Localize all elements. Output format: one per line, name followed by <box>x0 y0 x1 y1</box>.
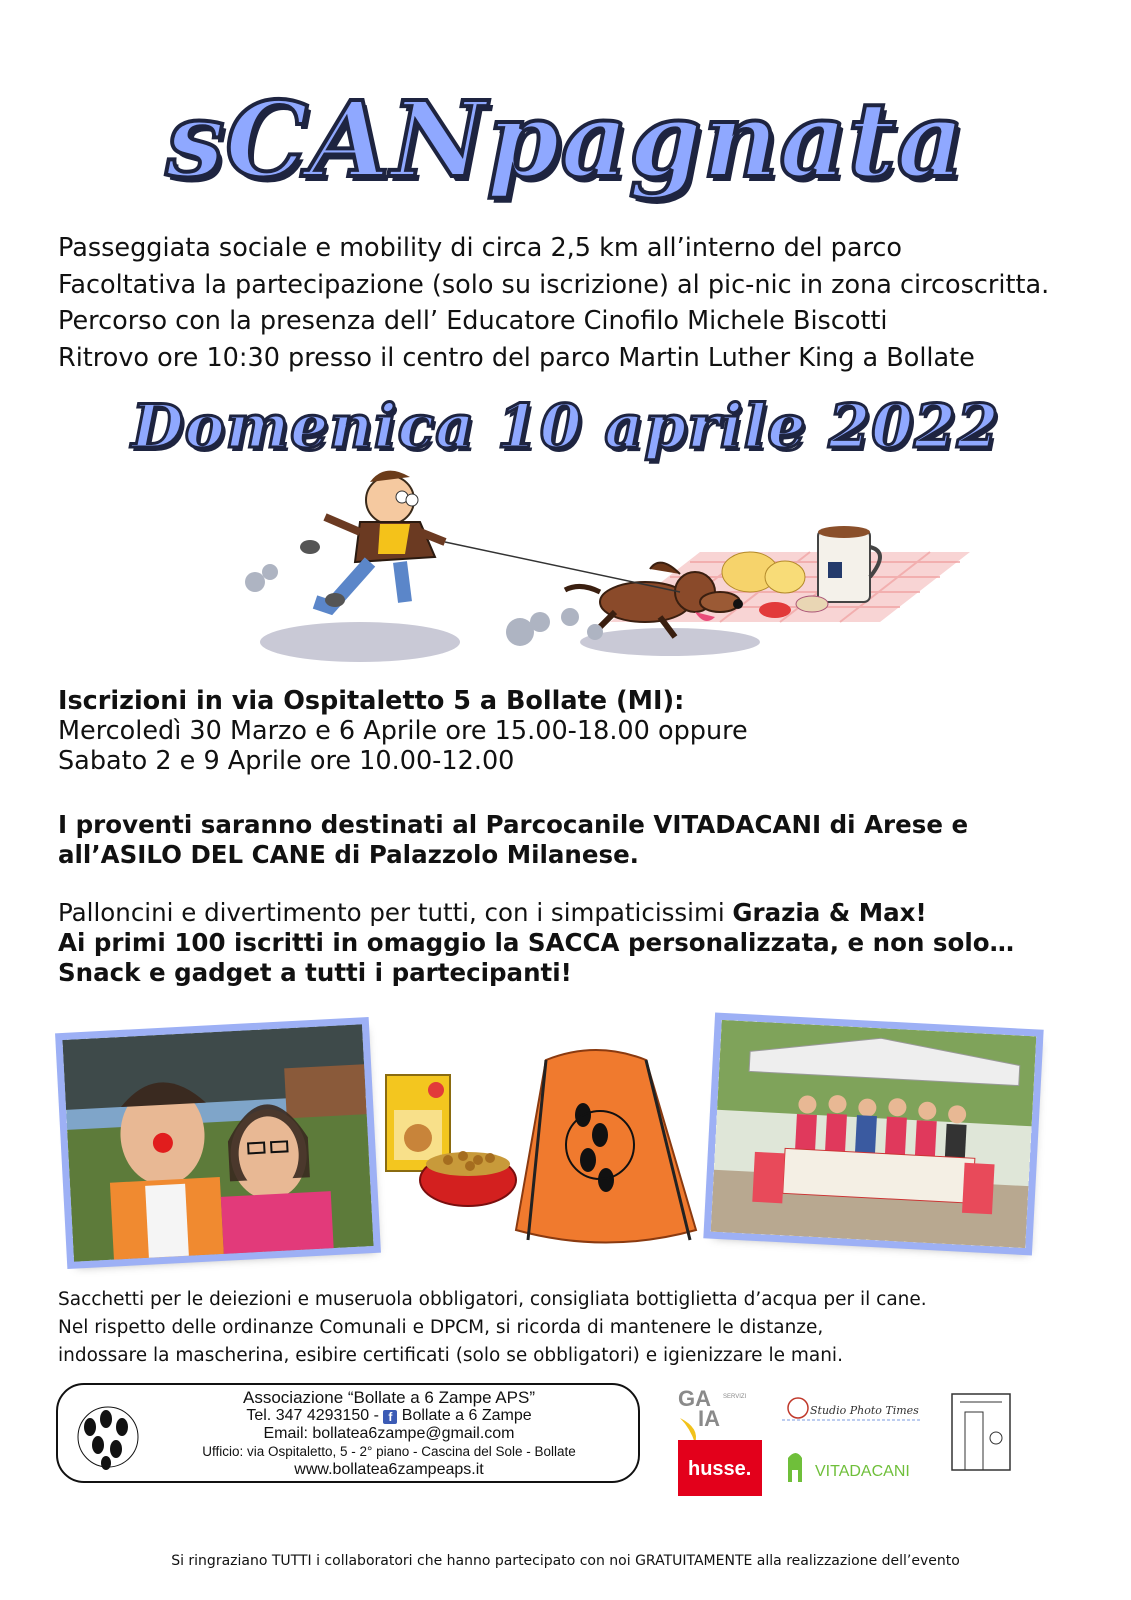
office-address: Ufficio: via Ospitaletto, 5 - 2° piano - Cascina del Sole - Bollate <box>202 1444 576 1459</box>
studio-photo-times-logo <box>782 1398 922 1420</box>
svg-text:husse.: husse. <box>688 1458 752 1480</box>
fun-line-1 <box>58 898 1118 928</box>
facebook-icon: f <box>383 1410 397 1424</box>
phone-facebook-line <box>154 1407 624 1425</box>
footer-thanks: Si ringraziano TUTTI i collaboratori che hanno partecipato con noi GRATUITAMENTE alla realizzazione dell’evento <box>171 1553 960 1569</box>
association-name: Associazione “Bollate a 6 Zampe APS” <box>243 1388 535 1407</box>
sponsor-logos <box>660 1378 1060 1508</box>
svg-text:Studio Photo Times: Studio Photo Times <box>810 1404 919 1417</box>
man-walking-dog-illustration <box>240 462 970 672</box>
fun-text: Palloncini e divertimento per tutti, con i simpaticissimi <box>58 898 733 927</box>
proceeds-line: all’ASILO DEL CANE di Palazzolo Milanese. <box>58 840 639 869</box>
registration-line: Sabato 2 e 9 Aprile ore 10.00-12.00 <box>58 746 515 776</box>
rules-line: Nel rispetto delle ordinanze Comunali e DPCM, si ricorda di mantenere le distanze, <box>58 1317 824 1338</box>
event-stand-photo <box>711 1020 1037 1248</box>
website-link[interactable]: www.bollatea6zampeaps.it <box>294 1461 484 1478</box>
email-address[interactable]: Email: bollatea6zampe@gmail.com <box>263 1425 515 1442</box>
fun-line-2: Ai primi 100 iscritti in omaggio la SACCA personalizzata, e non solo… <box>58 928 1015 957</box>
gadget-bag-and-dog-food-illustration <box>378 1040 708 1260</box>
svg-text:VITADACANI: VITADACANI <box>815 1463 910 1480</box>
contact-details <box>154 1389 624 1479</box>
rules-line: Sacchetti per le deiezioni e museruola obbligatori, consigliata bottiglietta d’acqua per il cane. <box>58 1289 927 1310</box>
intro-section <box>58 230 1108 376</box>
proceeds-line: I proventi saranno destinati al Parcocanile VITADACANI di Arese e <box>58 810 969 839</box>
vitadacani-logo <box>780 1446 922 1490</box>
grazia-max-name: Grazia & Max! <box>732 898 927 927</box>
gaia-subtitle: SERVIZI <box>723 1394 747 1400</box>
rules-line: indossare la mascherina, esibire certificati (solo se obbligatori) e igienizzare le mani. <box>58 1345 843 1366</box>
registration-section <box>58 686 1108 776</box>
intro-line: Facoltativa la partecipazione (solo su iscrizione) al pic-nic in zona circoscritta. <box>58 269 1050 300</box>
registration-heading: Iscrizioni in via Ospitaletto 5 a Bollate (MI): <box>58 686 685 716</box>
page-title: sCANpagnata <box>165 78 966 201</box>
event-date: Domenica 10 aprile 2022 <box>131 392 1000 462</box>
svg-text:IA: IA <box>698 1406 720 1431</box>
intro-line: Percorso con la presenza dell’ Educatore Cinofilo Michele Biscotti <box>58 306 888 336</box>
proceeds-section <box>58 810 1108 870</box>
bollate-a-6-zampe-logo <box>76 1399 140 1471</box>
gaia-logo <box>678 1386 747 1443</box>
illustrated-shop-logo <box>952 1394 1010 1470</box>
intro-line: Passeggiata sociale e mobility di circa 2,5 km all’interno del parco <box>58 233 902 263</box>
registration-line: Mercoledì 30 Marzo e 6 Aprile ore 15.00-18.00 oppure <box>58 716 748 746</box>
clowns-photo <box>62 1024 373 1261</box>
husse-logo <box>678 1440 762 1496</box>
intro-line: Ritrovo ore 10:30 presso il centro del parco Martin Luther King a Bollate <box>58 342 975 373</box>
svg-text:GA: GA <box>678 1386 711 1411</box>
phone-number: Tel. 347 4293150 - <box>246 1407 384 1424</box>
facebook-name[interactable]: Bollate a 6 Zampe <box>401 1407 532 1424</box>
rules-section <box>58 1286 1118 1370</box>
fun-line-3: Snack e gadget a tutti i partecipanti! <box>58 958 572 987</box>
fun-section <box>58 898 1118 988</box>
contact-box <box>56 1383 640 1483</box>
